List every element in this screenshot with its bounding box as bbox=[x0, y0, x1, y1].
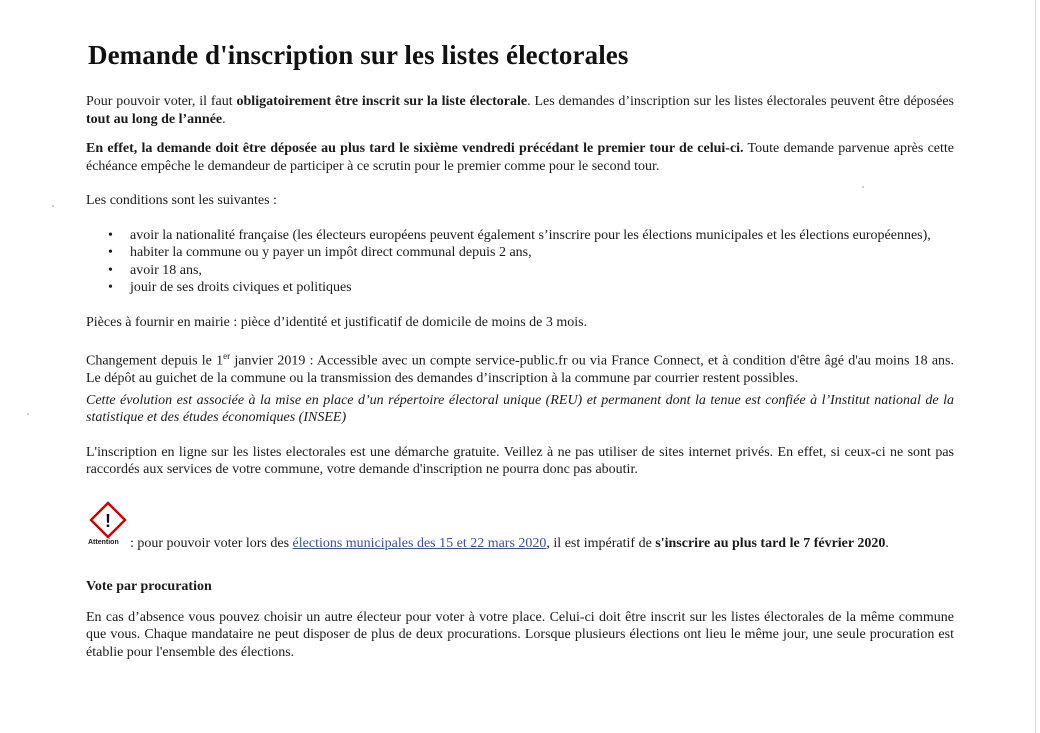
attention-text-part: . bbox=[885, 535, 889, 551]
intro-paragraph bbox=[86, 93, 954, 128]
intro-bold-obligation: obligatoirement être inscrit sur la liste électorale bbox=[236, 94, 528, 109]
list-item: • avoir la nationalité française (les électeurs européens peuvent également s’inscrire pour les élections municipales et les élections européennes), bbox=[130, 227, 954, 245]
list-item: • avoir 18 ans, bbox=[130, 262, 954, 280]
attention-label: Attention bbox=[88, 538, 119, 546]
warning-symbol: ! bbox=[105, 510, 111, 531]
online-paragraph: L'inscription en ligne sur les listes electorales est une démarche gratuite. Veillez à ne pas utiliser de sites internet privés. En effet, si ceux-ci ne sont pas raccordés aux services de votre commune, votre demande d'inscription ne pourra donc pas aboutir. bbox=[86, 444, 954, 478]
intro-bold-year: tout au long de l’année bbox=[86, 111, 223, 127]
attention-notice bbox=[86, 501, 954, 559]
procuration-title: Vote par procuration bbox=[86, 578, 212, 594]
scan-edge bbox=[1035, 0, 1036, 733]
attention-text-part: : pour pouvoir voter lors des bbox=[130, 535, 293, 551]
conditions-intro: Les conditions sont les suivantes : bbox=[86, 193, 277, 208]
change-paragraph bbox=[86, 348, 954, 388]
attention-text-part: , il est impératif de bbox=[546, 535, 656, 551]
intro-text: . Les demandes d’inscription sur les listes électorales peuvent être déposées bbox=[527, 94, 954, 109]
change-text: janvier 2019 : Accessible avec un compte service-public.fr ou via France Connect, et à condition d'être âgé d'au moins 18 ans. Le dépôt au guichet de la commune ou la transmission des demandes d’inscription à la commune par courrier restent possibles. bbox=[86, 353, 954, 387]
change-text: Changement depuis le 1 bbox=[86, 353, 224, 369]
intro-text: Pour pouvoir voter, il faut bbox=[86, 94, 237, 109]
intro-text: . bbox=[222, 111, 226, 127]
document-content bbox=[86, 40, 954, 661]
page-title: Demande d'inscription sur les listes électorales bbox=[88, 40, 629, 70]
procuration-section bbox=[86, 579, 954, 662]
elections-link[interactable]: élections municipales des 15 et 22 mars 2020 bbox=[292, 535, 547, 551]
deadline-bold: En effet, la demande doit être déposée au plus tard le sixième vendredi précédant le premier tour de celui-ci. bbox=[86, 141, 744, 156]
deadline-paragraph bbox=[86, 140, 954, 175]
list-item: • habiter la commune ou y payer un impôt direct communal depuis 2 ans, bbox=[130, 244, 954, 262]
documents-paragraph: Pièces à fournir en mairie : pièce d’identité et justificatif de domicile de moins de 3 mois. bbox=[86, 314, 588, 330]
evolution-paragraph: Cette évolution est associée à la mise en place d’un répertoire électoral unique (REU) et permanent dont la tenue est confiée à l’Institut national de la statistique et des études économiques (INSEE) bbox=[86, 392, 954, 426]
procuration-paragraph: En cas d’absence vous pouvez choisir un autre électeur pour voter à votre place. Celui-ci doit être inscrit sur les listes électorales de la même commune que vous. Chaque mandataire ne peut disposer de plus de deux procurations. Lorsque plusieurs élections ont lieu le même jour, une seule procuration est établie pour l'ensemble des élections. bbox=[86, 609, 954, 660]
scan-speck bbox=[27, 413, 29, 415]
attention-text bbox=[130, 535, 889, 553]
scan-speck bbox=[52, 205, 54, 207]
conditions-list bbox=[86, 227, 954, 297]
attention-deadline-bold: s'inscrire au plus tard le 7 février 2020 bbox=[655, 535, 886, 551]
change-superscript: er bbox=[223, 351, 231, 361]
deadline-text: Toute demande parvenue après cette échéance empêche le demandeur de participer à ce scrutin pour le premier comme pour le second tour. bbox=[86, 141, 954, 174]
list-item: • jouir de ses droits civiques et politiques bbox=[130, 279, 954, 297]
